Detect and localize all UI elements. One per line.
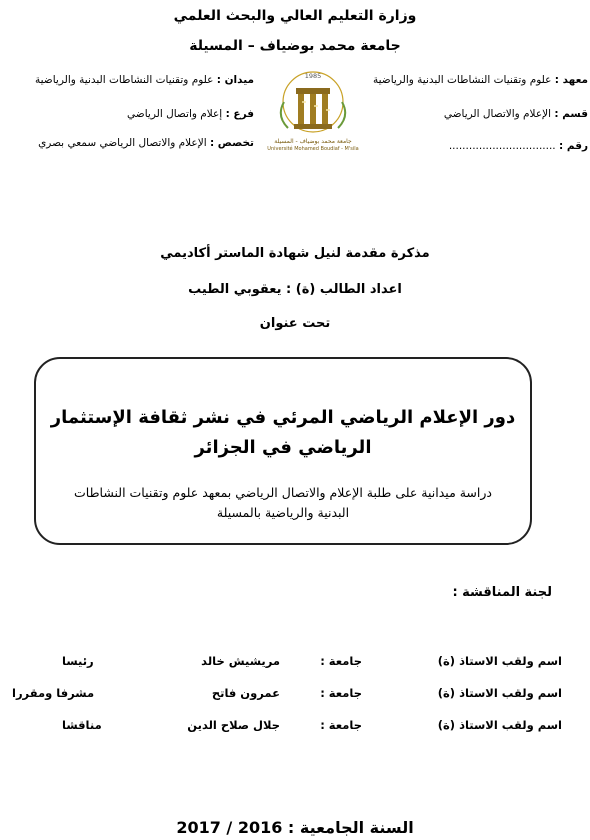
thesis-subtitle — [46, 483, 520, 523]
institute-label: معهد : — [554, 74, 588, 86]
committee-heading: لجنة المناقشة : — [452, 585, 552, 600]
memo-under-title: تحت عنوان — [259, 316, 331, 331]
specialty-line — [4, 137, 254, 149]
thesis-subtitle-line-1: دراسة ميدانية على طلبة الإعلام والاتصال الرياضي بمعهد علوم وتقنيات النشاطات — [74, 485, 492, 500]
branch-label: فرع : — [225, 108, 254, 120]
number-label: رقم : — [558, 140, 588, 152]
logo-name-ar: جامعة محمد بوضياف - المسيلة — [274, 138, 352, 145]
committee-row — [0, 686, 590, 708]
committee-member-name: جلال صلاح الدين — [187, 718, 280, 732]
department-line — [338, 108, 588, 120]
committee-member-name: مريشيش خالد — [201, 654, 280, 668]
institute-value: علوم وتقنيات النشاطات البدنية والرياضية — [373, 74, 552, 86]
committee-prof-label: اسم ولقب الاستاذ (ة) — [437, 718, 562, 732]
committee-member-role: مشرفا ومقررا — [12, 686, 95, 700]
thesis-title-box — [34, 357, 532, 545]
thesis-title — [46, 403, 520, 463]
thesis-title-line-1: دور الإعلام الرياضي المرئي في نشر ثقافة الإستثمار — [50, 407, 516, 428]
memo-student: اعداد الطالب (ة) : يعقوبي الطيب — [188, 282, 402, 297]
memo-degree: مذكرة مقدمة لنيل شهادة الماستر أكاديمي — [160, 246, 430, 261]
committee-uni-label: جامعة : — [320, 686, 362, 700]
logo-name-fr: Université Mohamed Boudiaf - M'sila — [267, 146, 359, 152]
thesis-subtitle-line-2: البدنية والرياضية بالمسيلة — [216, 505, 350, 520]
committee-prof-label: اسم ولقب الاستاذ (ة) — [437, 654, 562, 668]
ministry-title: وزارة التعليم العالي والبحث العلمي — [173, 8, 417, 24]
university-title: جامعة محمد بوضياف – المسيلة — [189, 38, 401, 54]
committee-uni-label: جامعة : — [320, 718, 362, 732]
committee-row — [0, 718, 590, 740]
committee-member-name: عمرون فاتح — [211, 686, 280, 700]
thesis-title-line-2: الرياضي في الجزائر — [194, 437, 372, 458]
university-logo — [268, 66, 358, 156]
branch-value: إعلام واتصال الرياضي — [127, 108, 223, 120]
specialty-value: الإعلام والاتصال الرياضي سمعي بصري — [38, 137, 207, 149]
committee-row — [0, 654, 590, 676]
logo-year: 1985 — [304, 72, 322, 80]
committee-member-role: مناقشا — [62, 718, 102, 732]
institute-line — [338, 74, 588, 86]
academic-year: السنة الجامعية : 2016 / 2017 — [176, 818, 414, 837]
committee-prof-label: اسم ولقب الاستاذ (ة) — [437, 686, 562, 700]
committee-member-role: رئيسا — [62, 654, 94, 668]
number-line — [338, 140, 588, 152]
specialty-label: تخصص : — [209, 137, 254, 149]
university-logo-icon — [268, 66, 358, 148]
branch-line — [4, 108, 254, 120]
number-value: ................................ — [448, 140, 556, 152]
field-line — [4, 74, 254, 86]
department-value: الإعلام والاتصال الرياضي — [443, 108, 551, 120]
field-value: علوم وتقنيات النشاطات البدنية والرياضية — [35, 74, 214, 86]
department-label: قسم : — [554, 108, 588, 120]
field-label: ميدان : — [216, 74, 254, 86]
committee-uni-label: جامعة : — [320, 654, 362, 668]
